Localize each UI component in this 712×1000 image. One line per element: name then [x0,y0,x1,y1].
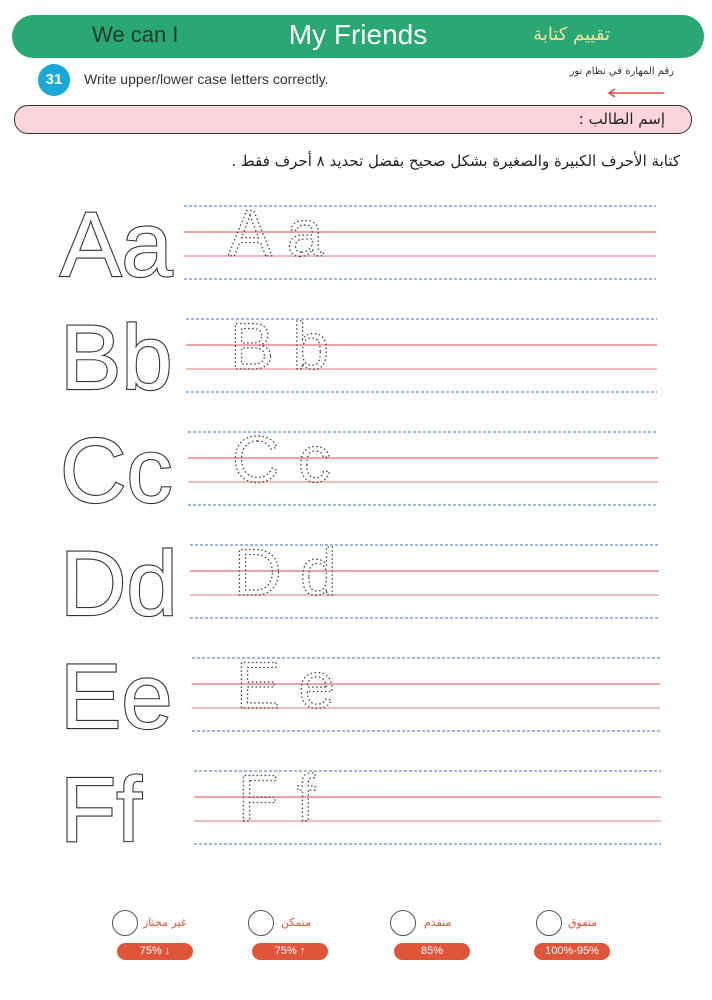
tracing-letters: B b [230,309,330,383]
rating-range: 75% ↓ [117,943,193,960]
rating-range: 85% [394,943,470,960]
rating-advanced[interactable] [394,910,474,960]
system-note: رقم المهارة في نظام نور [569,66,674,77]
rating-competent[interactable] [252,910,332,960]
rating-not-passed[interactable] [117,910,197,960]
rating-circle[interactable] [390,910,416,936]
model-letters: Ff [60,759,142,861]
rating-circle[interactable] [248,910,274,936]
tracing-letters: E e [236,648,336,722]
rating-label: متقدم [424,916,452,929]
rating-range: 100%-95% [534,943,610,960]
skill-number-badge: 31 [38,64,70,96]
rating-range: 75% ↑ [252,943,328,960]
tracing-letters: C c [232,422,331,496]
rating-label: متفوق [568,916,597,929]
model-letters: Cc [60,420,173,522]
model-letters: Ee [60,646,173,748]
model-letters: Bb [60,307,173,409]
rating-excellent[interactable] [534,910,614,960]
header-right-text: تقييم كتابة [533,24,610,45]
tracing-letters: F f [238,761,315,835]
student-name-label: إسم الطالب : [578,110,665,128]
rating-circle[interactable] [112,910,138,936]
page-title: My Friends [288,19,428,50]
header-left-text: We can I [92,22,179,47]
skill-description: Write upper/lower case letters correctly. [84,71,329,87]
instruction-text: كتابة الأحرف الكبيرة والصغيرة بشكل صحيح بفضل تحديد ٨ أحرف فقط . [231,152,680,170]
rating-label: غير مجتاز [143,916,187,929]
tracing-letters: D d [234,535,337,609]
rating-label: متمكن [281,916,312,929]
model-letters: Aa [60,194,173,296]
model-letters: Dd [60,533,178,635]
tracing-letters: A a [228,196,324,270]
rating-circle[interactable] [536,910,562,936]
